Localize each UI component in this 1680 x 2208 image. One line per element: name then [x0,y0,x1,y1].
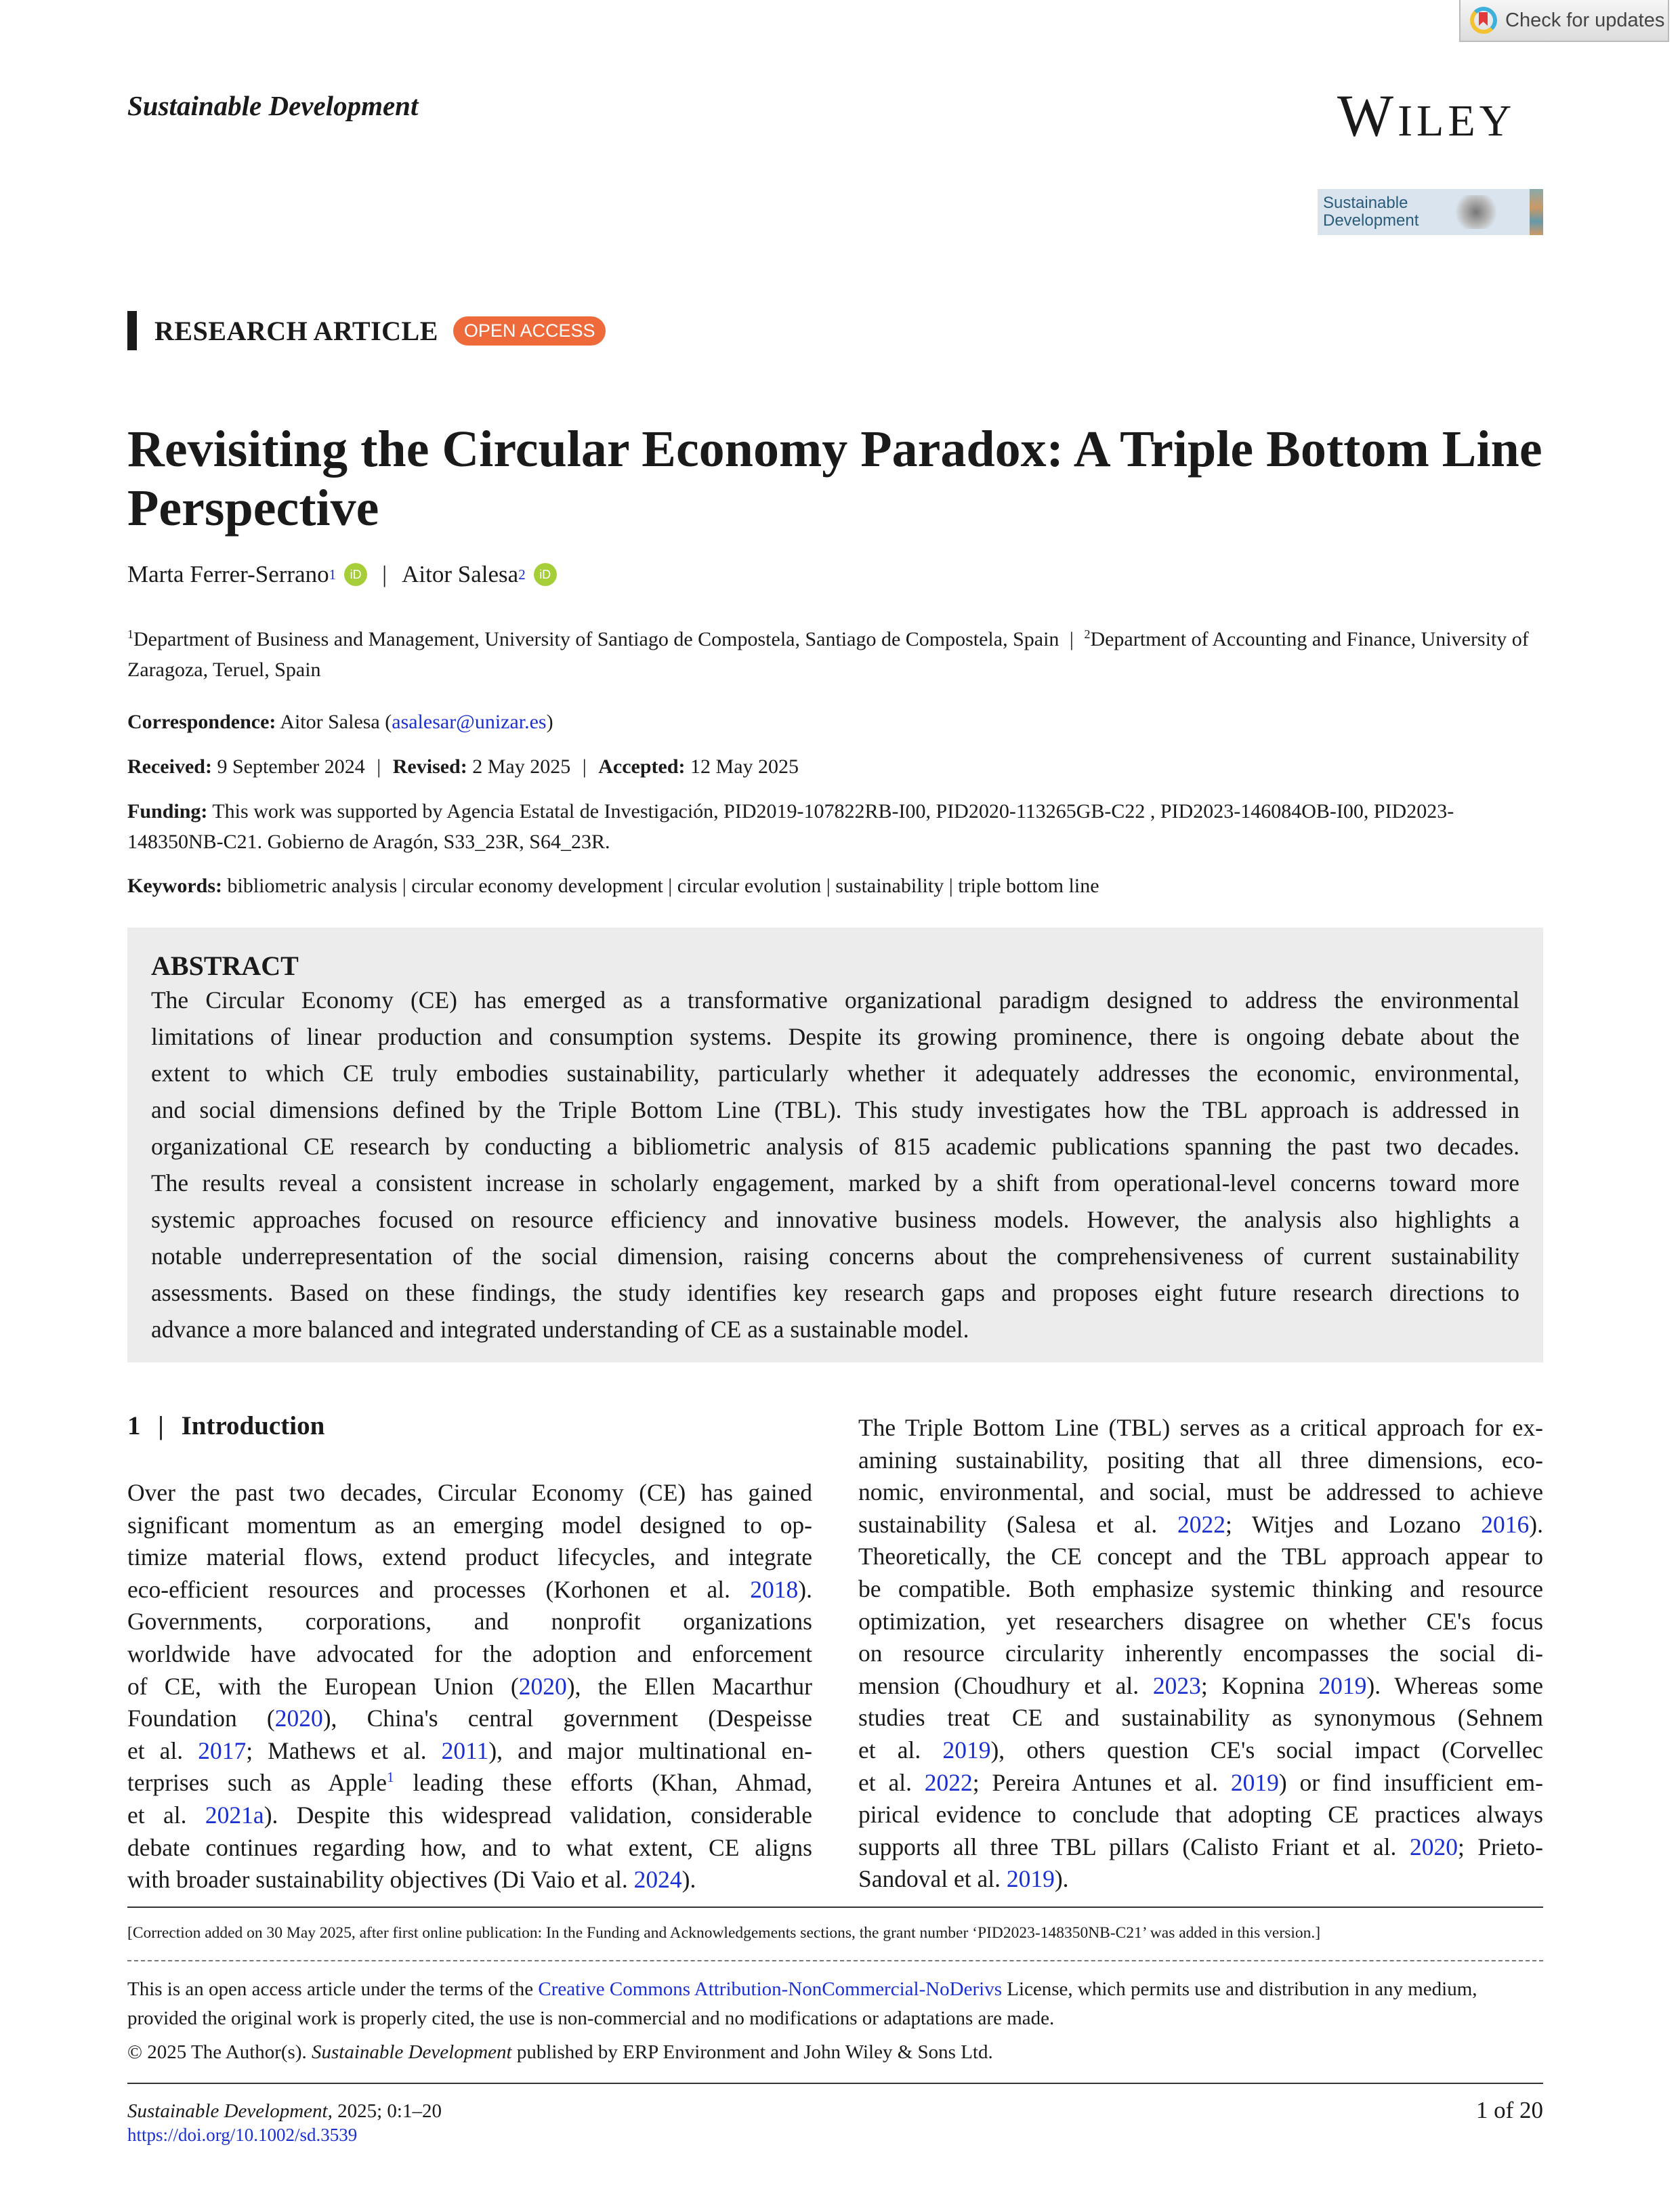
citation-link[interactable]: 2017 [198,1736,247,1764]
text-span: eco-efficient resources and processes (Korhonen et al. [127,1575,751,1603]
dashed-divider [127,1960,1543,1961]
text-span: ), China's central government (Despeisse [322,1705,812,1732]
author-name[interactable]: Marta Ferrer-Serrano [127,561,329,587]
affiliation-number: 2 [1084,627,1091,641]
text-span: assessments. Based on these findings, the study identifies key research gaps and proposes eight future research directions to [151,1279,1519,1306]
accepted-label: Accepted: [598,755,686,778]
citation-link[interactable]: 2018 [750,1575,799,1603]
text-span: extent to which CE truly embodies sustainability, particularly whether it adequately addresses the economic, environmental, [151,1060,1519,1087]
text-line [127,1864,812,1896]
section-heading [127,1411,324,1441]
text-line [127,1509,812,1542]
text-line [151,982,1519,1018]
affiliations [127,624,1543,685]
citation-link[interactable]: 2024 [633,1866,682,1894]
copyright-pre: © 2025 The Author(s). [127,2041,312,2063]
text-span: timize material flows, extend product lifecycles, and integrate [127,1543,812,1571]
author-list: Marta Ferrer-Serrano 1 iD | Aitor Salesa 2 iD [127,561,557,588]
affiliation: Department of Business and Management, University of Santiago de Compostela, Santiago de Compostela, Spain [133,628,1059,650]
open-access-badge: OPEN ACCESS [453,316,606,346]
text-span: ). Whereas some [1366,1671,1544,1699]
text-line [127,1574,812,1606]
text-span: on resource circularity inherently encompasses the social di- [858,1640,1543,1667]
text-line [858,1767,1543,1799]
text-line [858,1702,1543,1734]
crossmark-icon [1470,7,1497,34]
text-span: ), and major multinational en- [488,1736,812,1764]
text-line [858,1734,1543,1767]
text-span: ). [798,1575,812,1603]
text-span: et al. [127,1736,198,1764]
text-line [127,1799,812,1832]
text-span: et al. [858,1768,925,1796]
correction-note: [Correction added on 30 May 2025, after first online publication: In the Funding and Acknowledgements sections, the grant number ‘PID2023-148350NB-C21’ was added in this version.] [127,1924,1321,1942]
text-span: ), the Ellen Macarthur [566,1672,813,1700]
journal-logo [1318,189,1543,235]
citation-link[interactable]: 2021a [205,1801,264,1829]
correspondence-name: Aitor Salesa [280,711,380,733]
text-span: et al. [127,1801,205,1829]
abstract-box [127,928,1543,1362]
revised-date: 2 May 2025 [472,755,571,778]
text-span: pirical evidence to conclude that adopting CE practices always [858,1801,1543,1829]
abstract-text [151,982,1519,1348]
text-span: ). [1529,1510,1543,1538]
text-line [858,1799,1543,1831]
text-span: Foundation ( [127,1705,275,1732]
separator: | [582,755,587,778]
orcid-icon[interactable]: iD [344,563,367,586]
received-date: 9 September 2024 [217,755,365,778]
text-span: advance a more balanced and integrated understanding of CE as a sustainable model. [151,1316,969,1343]
copyright [127,2041,993,2064]
citation-link[interactable]: 2020 [1409,1833,1458,1860]
copyright-post: published by ERP Environment and John Wiley & Sons Ltd. [511,2041,993,2063]
text-span: with broader sustainability objectives (Di Vaio et al. [127,1866,634,1894]
text-span: optimization, yet researchers disagree on whether CE's focus [858,1607,1543,1635]
journal-logo-line: Sustainable [1323,194,1408,212]
citation-link[interactable]: 2022 [1177,1510,1226,1538]
text-span: be compatible. Both emphasize systemic thinking and resource [858,1575,1543,1602]
text-span: The Triple Bottom Line (TBL) serves as a critical approach for ex- [858,1414,1543,1441]
article-dates [127,751,799,782]
butterfly-icon [1446,195,1507,229]
text-span: amining sustainability, positing that all three dimensions, eco- [858,1446,1543,1474]
license-text [127,1975,1543,2033]
text-span: of CE, with the European Union ( [127,1672,519,1700]
text-span: ) or find insufficient em- [1278,1768,1543,1796]
check-for-updates-label: Check for updates [1505,9,1665,31]
footnote-ref[interactable]: 1 [387,1769,394,1786]
doi-link[interactable]: https://doi.org/10.1002/sd.3539 [127,2125,358,2145]
affiliation: Department of Accounting and Finance, University of Zaragoza, Teruel, Spain [127,628,1529,681]
text-span: ; Pereira Antunes et al. [972,1768,1231,1796]
text-span: studies treat CE and sustainability as synonymous (Sehnem [858,1704,1543,1732]
text-span: The Circular Economy (CE) has emerged as a transformative organizational paradigm designed to address the environmental [151,986,1519,1014]
text-span: debate continues regarding how, and to what extent, CE aligns [127,1833,812,1861]
text-line [127,1767,812,1799]
abstract-heading: ABSTRACT [151,951,299,981]
revised-label: Revised: [392,755,467,778]
received-label: Received: [127,755,212,778]
text-span: Theoretically, the CE concept and the TBL approach appear to [858,1543,1543,1570]
citation-link[interactable]: 2022 [924,1768,973,1796]
citation-link[interactable]: 2019 [1318,1671,1367,1699]
correspondence-label: Correspondence: [127,711,276,733]
affiliation-number: 1 [127,627,133,641]
text-span: limitations of linear production and consumption systems. Despite its growing prominence, there is ongoing debate about the [151,1023,1519,1050]
article-type: RESEARCH ARTICLE [154,315,438,346]
text-line [127,1606,812,1638]
text-line [151,1201,1519,1238]
text-span: supports all three TBL pillars (Calisto Friant et al. [858,1833,1410,1860]
footer-volume: 2025; 0:1–20 [332,2100,442,2122]
citation-link[interactable]: 2020 [518,1672,567,1700]
text-line [858,1444,1543,1477]
text-span: et al. [858,1736,943,1764]
text-span: organizational CE research by conducting a bibliometric analysis of 815 academic publications spanning the past two decades. [151,1133,1519,1160]
text-span: and social dimensions defined by the Triple Bottom Line (TBL). This study investigates how the TBL approach is addressed in [151,1096,1519,1123]
text-span: The results reveal a consistent increase in scholarly engagement, marked by a shift from operational-level concerns toward more [151,1169,1519,1196]
keywords-text: bibliometric analysis | circular economy development | circular evolution | sustainability | triple bottom line [227,875,1099,897]
right-column-text [858,1412,1543,1896]
text-line [858,1638,1543,1670]
text-span: Over the past two decades, Circular Economy (CE) has gained [127,1479,812,1506]
citation-link[interactable]: 2019 [1230,1768,1279,1796]
text-span: ; Witjes and Lozano [1225,1510,1482,1538]
text-span: significant momentum as an emerging model designed to op- [127,1511,812,1539]
text-line [127,1671,812,1703]
text-span: leading these efforts (Khan, Ahmad, [394,1769,812,1797]
text-line [858,1863,1543,1896]
text-span: worldwide have advocated for the adoption and enforcement [127,1640,812,1667]
text-line [151,1238,1519,1274]
article-type-row [127,311,606,350]
footer-divider [127,2083,1543,2084]
text-span: Governments, corporations, and nonprofit organizations [127,1608,812,1636]
cover-strip-image [1530,189,1543,235]
text-span: sustainability (Salesa et al. [858,1510,1178,1538]
author-name[interactable]: Aitor Salesa [402,561,519,587]
text-line [127,1832,812,1865]
wiley-logo: WILEY [1337,83,1516,149]
text-line [127,1541,812,1574]
copyright-journal: Sustainable Development [312,2041,512,2063]
text-line [858,1541,1543,1573]
text-line [151,1018,1519,1055]
text-line [151,1128,1519,1165]
text-line [858,1831,1543,1864]
accent-bar [127,311,137,350]
text-span: ; Kopnina [1200,1671,1319,1699]
citation-link[interactable]: 2019 [1006,1865,1055,1893]
check-for-updates-button[interactable] [1459,0,1669,42]
email-link[interactable]: asalesar@unizar.es [392,711,547,733]
divider [127,1907,1543,1908]
separator: | [158,1411,164,1440]
citation-link[interactable]: 2023 [1152,1671,1201,1699]
text-span: notable underrepresentation of the social dimension, raising concerns about the comprehensiveness of current sustainability [151,1243,1519,1270]
text-line [858,1476,1543,1509]
funding-label: Funding: [127,800,208,822]
text-line [127,1703,812,1735]
citation-link[interactable]: 2011 [441,1736,489,1764]
author-separator: | [382,561,387,587]
license-pre: This is an open access article under the terms of the [127,1978,539,2000]
text-span: ), others question CE's social impact (Corvellec [990,1736,1543,1764]
text-span: terprises such as Apple [127,1769,387,1797]
citation-link[interactable]: 2019 [942,1736,991,1764]
text-span: ; Prieto- [1457,1833,1543,1860]
keywords-label: Keywords: [127,875,222,897]
text-line [858,1509,1543,1541]
section-number: 1 [127,1411,141,1440]
text-line [127,1735,812,1768]
license-link[interactable]: Creative Commons Attribution-NonCommercial-NoDerivs [538,1978,1002,2000]
journal-name: Sustainable Development [127,90,419,121]
left-column-text [127,1477,812,1896]
orcid-icon[interactable]: iD [534,563,557,586]
correspondence: Correspondence: Aitor Salesa (asalesar@unizar.es) [127,711,553,733]
text-span: ). Despite this widespread validation, considerable [264,1801,812,1829]
separator: | [377,755,381,778]
page-number: 1 of 20 [1475,2097,1543,2123]
text-line [858,1573,1543,1606]
accepted-date: 12 May 2025 [690,755,799,778]
citation-link[interactable]: 2020 [274,1705,323,1732]
citation-link[interactable]: 2016 [1481,1510,1530,1538]
text-span: Sandoval et al. [858,1865,1007,1893]
text-span: ). [681,1866,696,1894]
keywords [127,871,1099,901]
footer-journal: Sustainable Development, [127,2100,333,2122]
text-line [151,1311,1519,1348]
text-line [151,1091,1519,1128]
text-span: nomic, environmental, and social, must be addressed to achieve [858,1478,1543,1506]
text-span: ; Mathews et al. [246,1736,442,1764]
funding-text: This work was supported by Agencia Estatal de Investigación, PID2019-107822RB-I00, PID2020-113265GB-C22 , PID2023-146084OB-I00, PID2023-148350NB-C21. Gobierno de Aragón, S33_23R, S64_23R. [127,800,1454,853]
text-line [151,1165,1519,1201]
license-post: License, which permits use and distribution in any medium, provided the original work is properly cited, the use is non-commercial and no modifications or adaptations are made. [127,1978,1477,2029]
text-line [151,1055,1519,1091]
text-line [151,1274,1519,1311]
text-span: systemic approaches focused on resource efficiency and innovative business models. However, the analysis also highlights a [151,1206,1519,1233]
text-span: ). [1054,1865,1069,1893]
text-line [127,1477,812,1509]
separator: | [1069,628,1074,650]
text-span: mension (Choudhury et al. [858,1671,1153,1699]
funding [127,796,1543,857]
footer-citation [127,2100,442,2123]
text-line [858,1606,1543,1638]
article-title: Revisiting the Circular Economy Paradox: A Triple Bottom Line Perspective [127,421,1542,537]
journal-logo-line: Development [1323,211,1419,230]
section-title: Introduction [181,1411,325,1440]
text-line [127,1638,812,1671]
text-line [858,1670,1543,1703]
text-line [858,1412,1543,1444]
